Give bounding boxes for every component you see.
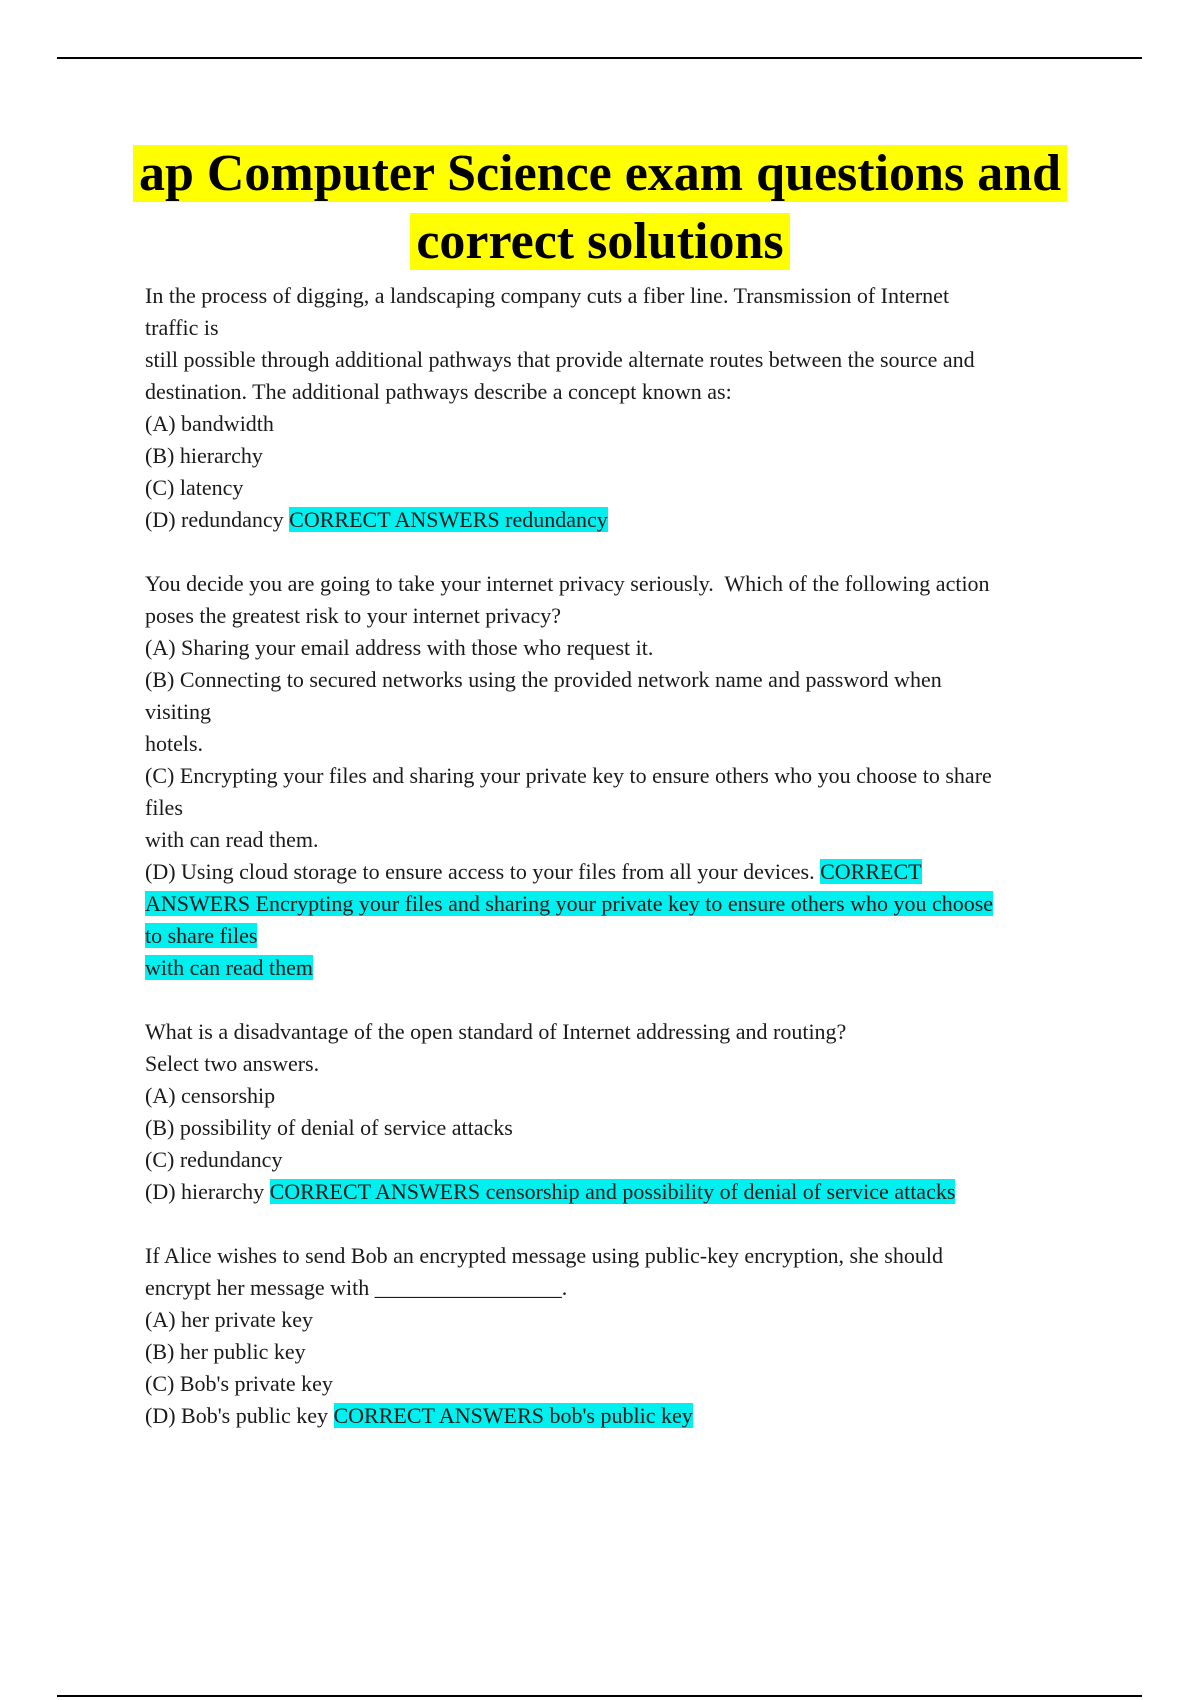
option-d: (D) hierarchy [145,1179,270,1204]
option-c: (C) Bob's private key [145,1371,333,1396]
header-rule [57,57,1142,59]
correct-answer-highlight: with can read them [145,955,313,980]
question-4 [145,1240,1090,1432]
option-c: (C) latency [145,475,244,500]
title-line-1: ap Computer Science exam questions and [133,145,1067,202]
question-line: encrypt her message with _________________. [145,1275,568,1300]
option-d-line [145,1176,1090,1208]
option-b: (B) possibility of denial of service attacks [145,1115,513,1140]
option-d: (D) redundancy [145,507,290,532]
question-line: If Alice wishes to send Bob an encrypted message using public-key encryption, she should [145,1243,943,1268]
option-b-continued: hotels. [145,731,204,756]
correct-answer-highlight: CORRECT ANSWERS censorship and possibility of denial of service attacks [269,1179,956,1204]
answer-continued-line [145,952,1090,984]
question-line: traffic is [145,315,219,340]
question-line: What is a disadvantage of the open standard of Internet addressing and routing? [145,1019,847,1044]
option-a: (A) Sharing your email address with those who request it. [145,635,654,660]
option-a: (A) her private key [145,1307,313,1332]
option-d-line [145,1400,1090,1432]
question-line: still possible through additional pathways that provide alternate routes between the source and [145,347,975,372]
correct-answer-highlight: CORRECT ANSWERS bob's public key [333,1403,693,1428]
option-b: (B) her public key [145,1339,306,1364]
question-line: You decide you are going to take your internet privacy seriously. Which of the following action [145,571,990,596]
option-d-line [145,504,1090,536]
option-b: (B) hierarchy [145,443,263,468]
question-3 [145,1016,1090,1208]
question-line: In the process of digging, a landscaping company cuts a fiber line. Transmission of Internet [145,283,950,308]
option-a: (A) bandwidth [145,411,274,436]
option-c-continued: files [145,795,183,820]
option-d-line [145,856,1090,888]
correct-answer-highlight: CORRECT ANSWERS redundancy [289,507,608,532]
correct-answer-highlight: CORRECT [820,859,922,884]
question-line: poses the greatest risk to your internet privacy? [145,603,562,628]
option-c: (C) Encrypting your files and sharing your private key to ensure others who you choose to share [145,763,992,788]
answer-continued-line [145,920,1090,952]
document-title [0,140,1200,276]
question-2 [145,568,1090,984]
question-line: Select two answers. [145,1051,320,1076]
correct-answer-highlight: ANSWERS Encrypting your files and sharing your private key to ensure others who you choose [145,891,994,916]
option-a: (A) censorship [145,1083,276,1108]
question-line: destination. The additional pathways describe a concept known as: [145,379,732,404]
option-d: (D) Using cloud storage to ensure access to your files from all your devices. [145,859,821,884]
option-b: (B) Connecting to secured networks using the provided network name and password when [145,667,942,692]
option-d: (D) Bob's public key [145,1403,334,1428]
questions-list [145,280,1090,1432]
option-c-continued: with can read them. [145,827,319,852]
option-c: (C) redundancy [145,1147,283,1172]
question-1 [145,280,1090,536]
option-b-continued: visiting [145,699,212,724]
answer-continued-line [145,888,1090,920]
correct-answer-highlight: to share files [145,923,258,948]
footer-rule [57,1695,1142,1697]
title-line-2: correct solutions [410,213,789,270]
